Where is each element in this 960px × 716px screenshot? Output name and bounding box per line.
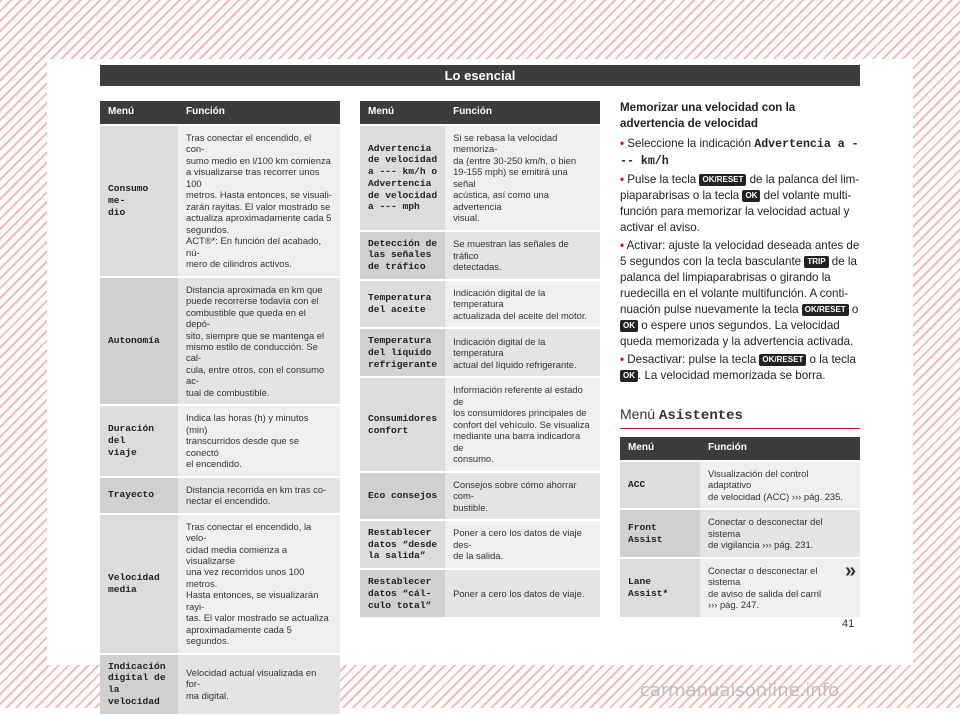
step-3-text-d: o espere unos segundos. La velocidad queda memorizada y la advertencia activada. — [620, 318, 854, 348]
menu-cell: Autonomía — [100, 277, 178, 406]
step-2-text-c: del volante multi-función para memorizar la velocidad actual y activar el aviso. — [620, 188, 852, 234]
menu-cell: Velocidad media — [100, 514, 178, 654]
step-3-text-b: de la palanca del limpiaparabrisas o girando la ruedecilla en el volante multifunción. A conti-nuación pulse nuevamente la tecla — [620, 254, 857, 316]
menu-cell: Consumo me- dio — [100, 125, 178, 277]
function-cell: Conectar o desconectar el sistema de aviso de salida del carril ››› pág. 247. — [700, 558, 860, 618]
ok-reset-key-icon: OK/RESET — [699, 174, 746, 186]
bullet-marker: • — [620, 352, 625, 366]
menu-cell: Temperatura del líquido refrigerante — [360, 328, 445, 377]
table-row — [100, 477, 340, 514]
step-2-text-b: de la palanca del lim-piaparabrisas o la tecla — [620, 172, 860, 202]
table-row — [360, 328, 600, 377]
trip-key-icon: TRIP — [804, 256, 828, 268]
page-title: Lo esencial — [100, 65, 860, 86]
menu-cell: Lane Assist* — [620, 558, 700, 618]
col-header-function: Función — [178, 101, 340, 125]
table-row — [360, 280, 600, 328]
function-cell: Si se rebasa la velocidad memoriza- da (entre 30-250 km/h, o bien 19-155 mph) se emitirá una señal acústica, así como una advertencia visual. — [445, 125, 600, 231]
table-row — [360, 231, 600, 280]
function-cell: Velocidad actual visualizada en for- ma digital. — [178, 654, 340, 715]
col-header-menu: Menú — [620, 437, 700, 461]
table-row — [100, 654, 340, 715]
menu-cell: Restablecer datos “cál- culo total” — [360, 569, 445, 618]
menu-cell: Consumidores confort — [360, 377, 445, 471]
function-cell: Poner a cero los datos de viaje. — [445, 569, 600, 618]
function-cell: Conectar o desconectar del sistema de vigilancia ››› pág. 231. — [700, 509, 860, 557]
page-number: 41 — [842, 618, 855, 630]
function-cell: Indica las horas (h) y minutos (min) transcurridos desde que se conectó el encendido. — [178, 405, 340, 476]
ok-key-icon: OK — [620, 320, 638, 332]
ok-key-icon: OK — [742, 190, 760, 202]
ok-reset-key-icon: OK/RESET — [759, 354, 806, 366]
function-cell: Información referente al estado de los consumidores principales de confort del vehículo. Se visualiza mediante una barra indicadora de consumo. — [445, 377, 600, 471]
section-heading-mono: Asistentes — [658, 408, 743, 424]
table-row — [620, 461, 860, 509]
instruction-step-4 — [620, 352, 860, 384]
menu-cell: Temperatura del aceite — [360, 280, 445, 328]
section-heading-text: Menú — [620, 406, 659, 422]
bullet-marker: • — [620, 136, 625, 150]
function-cell: Tras conectar el encendido, el con- sumo medio en l/100 km comienza a visualizarse tras recorrer unos 100 metros. Hasta entonces, se visuali- zarán rayitas. El valor mostrado se actualiza aproximadamente cada 5 segundos. ACT®*: En función del acabado, nú- mero de cilindros activos. — [178, 125, 340, 277]
step-2-text-a: Pulse la tecla — [627, 172, 700, 186]
step-4-text-b: o la tecla — [806, 352, 856, 366]
continue-arrow-icon: » — [845, 560, 857, 582]
ok-key-icon: OK — [620, 370, 638, 382]
menu-cell: Eco consejos — [360, 472, 445, 520]
speed-warning-instructions — [620, 100, 860, 386]
table-row — [360, 472, 600, 520]
table-row — [360, 569, 600, 618]
menu-cell: Restablecer datos “desde la salida” — [360, 520, 445, 569]
function-cell: Visualización del control adaptativo de velocidad (ACC) ››› pág. 235. — [700, 461, 860, 509]
table-row — [360, 125, 600, 231]
table-row — [100, 405, 340, 476]
menu-cell: Indicación digital de la velocidad — [100, 654, 178, 715]
function-cell: Tras conectar el encendido, la velo- cidad media comienza a visualizarse una vez recorridos unos 100 metros. Hasta entonces, se visualizarán rayi- tas. El valor mostrado se actualiza aproximadamente cada 5 segundos. — [178, 514, 340, 654]
table-row — [620, 509, 860, 557]
step-1-text: Seleccione la indicación — [627, 136, 755, 150]
table-row — [620, 558, 860, 618]
menu-cell: ACC — [620, 461, 700, 509]
table-row — [100, 277, 340, 406]
step-4-text-c: . La velocidad memorizada se borra. — [638, 368, 826, 382]
function-cell: Se muestran las señales de tráfico detectadas. — [445, 231, 600, 280]
function-cell: Distancia aproximada en km que puede recorrerse todavía con el combustible que queda en el depó- sito, siempre que se mantenga el mismo estilo de conducción. Se cal- cula, entre otros, con el consumo ac- tual de combustible. — [178, 277, 340, 406]
menu-cell: Detección de las señales de tráfico — [360, 231, 445, 280]
table-row — [100, 125, 340, 277]
function-cell: Indicación digital de la temperatura actualizada del aceite del motor. — [445, 280, 600, 328]
menu-cell: Advertencia de velocidad a --- km/h o Advertencia de velocidad a --- mph — [360, 125, 445, 231]
step-3-text-c: o — [848, 302, 859, 316]
bullet-marker: • — [620, 172, 625, 186]
assistants-table — [620, 437, 860, 619]
watermark: carmanualsonline.info — [640, 680, 840, 701]
trip-data-table — [100, 101, 340, 716]
instruction-step-3 — [620, 238, 860, 350]
section-heading-assistants — [620, 402, 860, 429]
ok-reset-key-icon: OK/RESET — [802, 304, 849, 316]
table-row — [360, 377, 600, 471]
menu-cell: Front Assist — [620, 509, 700, 557]
menu-cell: Trayecto — [100, 477, 178, 514]
display-data-table — [360, 101, 600, 619]
function-cell: Poner a cero los datos de viaje des- de la salida. — [445, 520, 600, 569]
col-header-function: Función — [445, 101, 600, 125]
table-row — [360, 520, 600, 569]
step-1-display-value: Advertencia a --- km/h — [620, 137, 859, 168]
col-header-function: Función — [700, 437, 860, 461]
instruction-step-2 — [620, 172, 860, 236]
col-header-menu: Menú — [360, 101, 445, 125]
menu-cell: Duración del viaje — [100, 405, 178, 476]
table-row — [100, 514, 340, 654]
bullet-marker: • — [620, 238, 625, 252]
col-header-menu: Menú — [100, 101, 178, 125]
function-cell: Indicación digital de la temperatura actual del líquido refrigerante. — [445, 328, 600, 377]
instruction-step-1 — [620, 136, 860, 170]
function-cell: Distancia recorrida en km tras co- nectar el encendido. — [178, 477, 340, 514]
function-cell: Consejos sobre cómo ahorrar com- bustible. — [445, 472, 600, 520]
instructions-heading: Memorizar una velocidad con la advertencia de velocidad — [620, 101, 796, 130]
step-4-text-a: Desactivar: pulse la tecla — [627, 352, 760, 366]
step-3-text-a: Activar: ajuste la velocidad deseada antes de 5 segundos con la tecla basculante — [620, 238, 860, 268]
